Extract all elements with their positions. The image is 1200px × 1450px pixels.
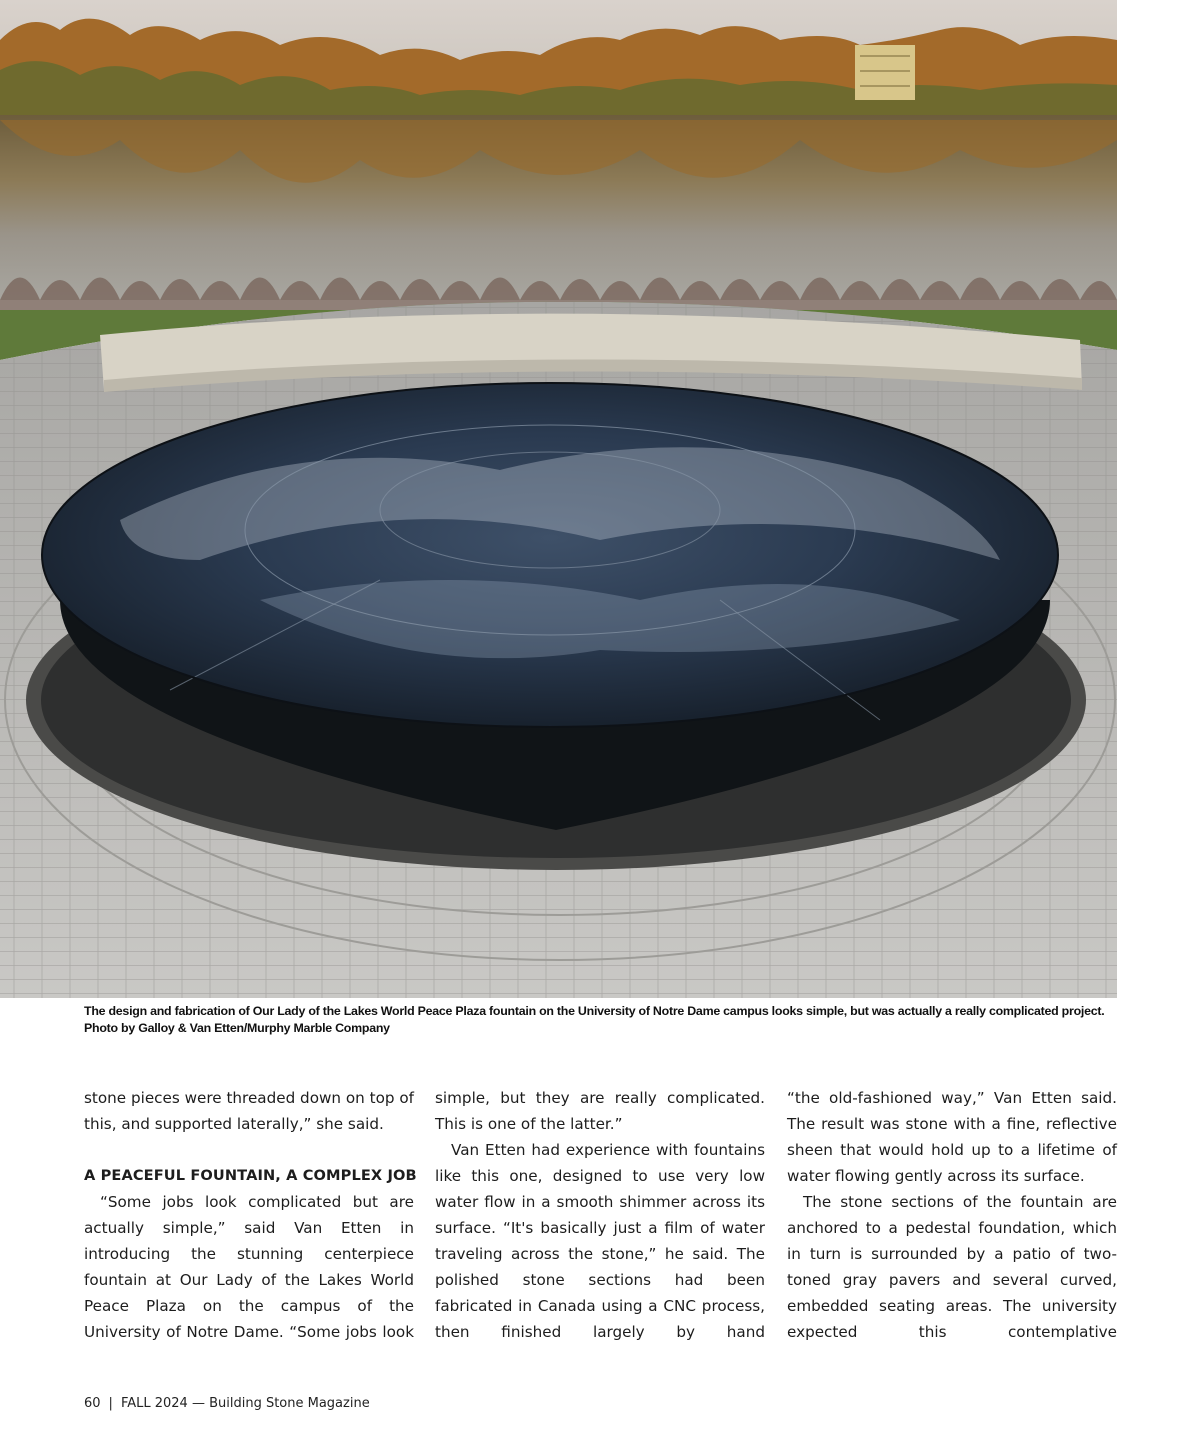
page-number: 60: [84, 1396, 101, 1411]
paragraph: Van Etten had experience with fountains like this one, designed to use very low water flow in a smooth shimmer across its surface. “It's basically just a film of water traveling across the stone,” he said. The polished stone sections had been fabricated in Canada using a CNC process, then finished largely by hand: [435, 1141, 765, 1341]
photo-caption: [84, 1003, 1124, 1037]
article-column-1: [84, 1085, 417, 1345]
article-column-3: [787, 1085, 1117, 1345]
paragraph: “Some jobs look complicated but are actually simple,” said Van Etten in introducing the stunning centerpiece fountain at Our Lady of the Lakes World Peace Plaza on the campus of the University of Notre Dame. “Some jobs look: [84, 1193, 414, 1341]
caption-text: The design and fabrication of Our Lady of the Lakes World Peace Plaza fountain on the University of Notre Dame campus looks simple, but was actually a really complicated project.: [84, 1004, 1105, 1018]
photo-credit: Photo by Galloy & Van Etten/Murphy Marble Company: [84, 1021, 390, 1035]
issue-label: FALL 2024 — Building Stone Magazine: [120, 1396, 370, 1411]
paragraph: simple, but they are really complicated. This is one of the latter.”: [435, 1089, 765, 1133]
paragraph: stone pieces were threaded down on top of this, and supported laterally,” she said.: [84, 1089, 414, 1133]
footer-separator: |: [108, 1396, 113, 1411]
page-footer: [84, 1396, 370, 1411]
paragraph: “the old-fashioned way,” Van Etten said. The result was stone with a fine, reflective sheen that would hold up to a lifetime of water flowing gently across its surface.: [787, 1089, 1117, 1185]
section-subhead: A PEACEFUL FOUNTAIN, A COMPLEX JOB: [84, 1167, 417, 1184]
paragraph: The stone sections of the fountain are anchored to a pedestal foundation, which in turn is surrounded by a patio of two-toned gray pavers and several curved, embedded seating areas. The university expected this contemplative: [787, 1193, 1117, 1341]
article-column-2: [435, 1085, 765, 1345]
